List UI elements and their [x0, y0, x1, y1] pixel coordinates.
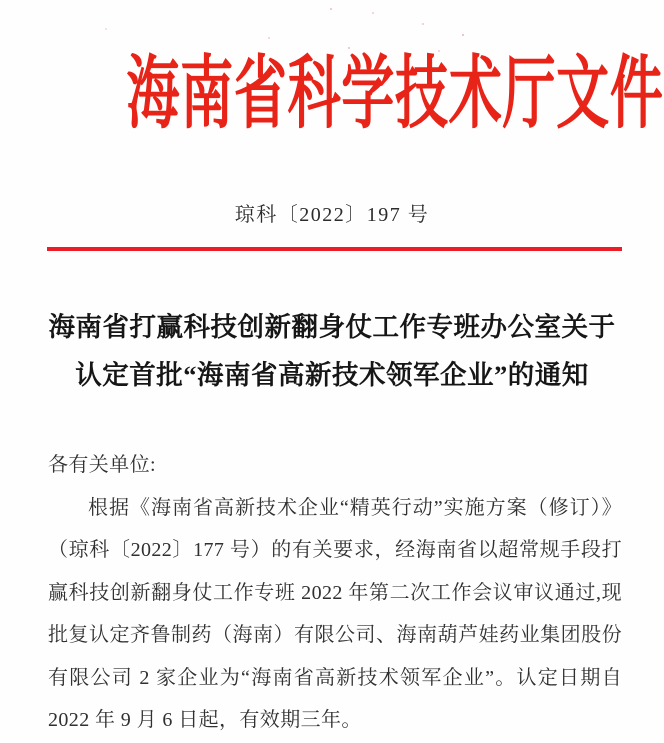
scan-speckles [330, 8, 332, 10]
letterhead-org-title: 海南省科学技术厅文件 [126, 48, 664, 138]
red-divider-rule [47, 247, 622, 251]
body-line: 批复认定齐鲁制药（海南）有限公司、海南葫芦娃药业集团股份 [48, 624, 622, 646]
body-line: 根据《海南省高新技术企业“精英行动”实施方案（修订）》 [88, 496, 622, 519]
body-paragraph [48, 444, 622, 742]
body-line: （琼科〔2022〕177 号）的有关要求，经海南省以超常规手段打 [48, 539, 622, 561]
title-line-1: 海南省打赢科技创新翻身仗工作专班办公室关于 [48, 312, 616, 342]
letterhead [0, 48, 664, 138]
body-line: 有限公司 2 家企业为“海南省高新技术领军企业”。认定日期自 [48, 666, 622, 689]
title-line-2: 认定首批“海南省高新技术领军企业”的通知 [75, 360, 589, 390]
body-line: 赢科技创新翻身仗工作专班 2022 年第二次工作会议审议通过,现 [48, 581, 622, 604]
body-line: 2022 年 9 月 6 日起，有效期三年。 [48, 709, 362, 731]
document-number: 琼科〔2022〕197 号 [234, 204, 430, 226]
salutation: 各有关单位: [48, 454, 156, 476]
document-title [24, 303, 640, 399]
